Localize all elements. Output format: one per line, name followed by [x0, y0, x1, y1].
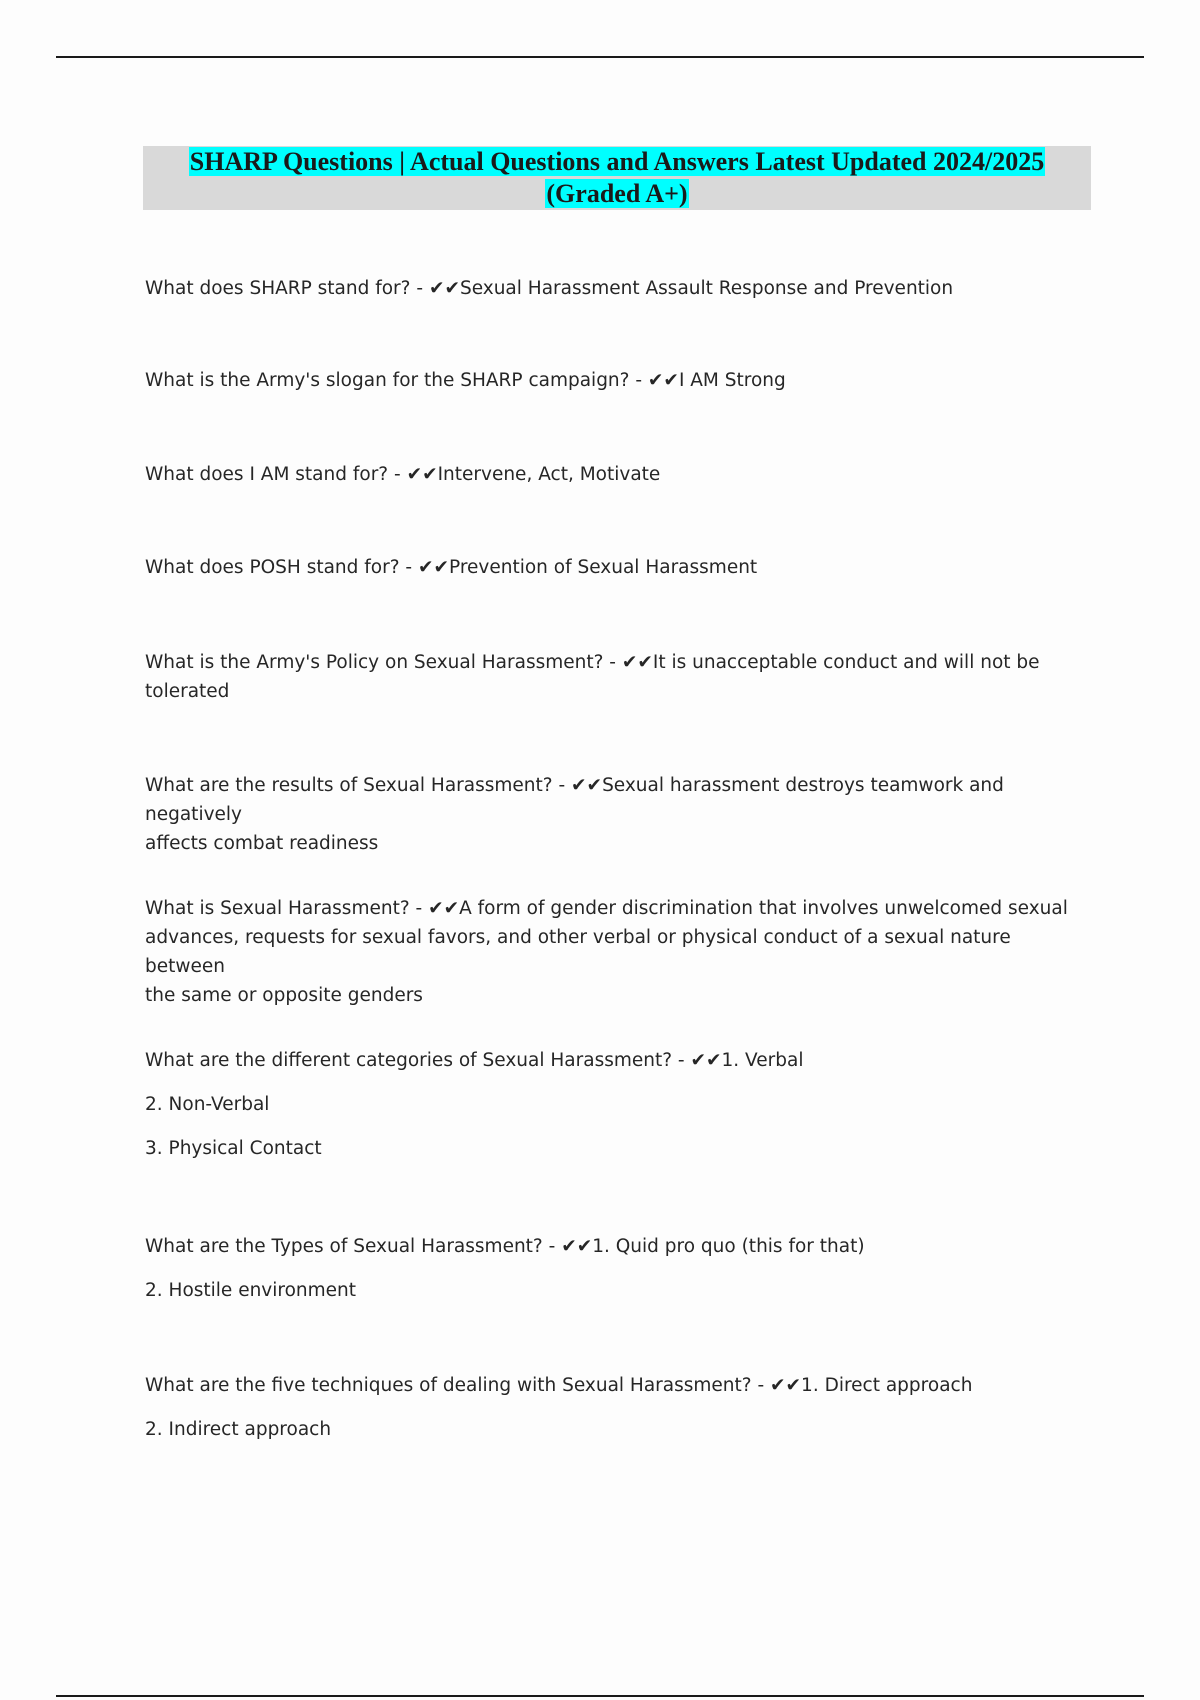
qa-item	[145, 894, 1080, 1010]
list-item: 2. Non-Verbal	[145, 1094, 270, 1115]
answer: Intervene, Act, Motivate	[437, 464, 661, 485]
qa-text	[145, 366, 1080, 395]
qa-text	[145, 274, 1080, 303]
qa-text	[145, 1046, 1080, 1075]
qa-item	[145, 460, 1080, 489]
qa-item	[145, 1232, 1080, 1305]
check-icon: ✔✔	[428, 898, 460, 919]
qa-item	[145, 553, 1080, 582]
check-icon: ✔✔	[417, 557, 449, 578]
check-icon: ✔✔	[561, 1236, 593, 1257]
question: What are the different categories of Sexual Harassment? -	[145, 1050, 691, 1071]
question: What are the Types of Sexual Harassment? -	[145, 1236, 562, 1257]
qa-item	[145, 1371, 1080, 1444]
qa-text	[145, 553, 1080, 582]
check-icon: ✔✔	[428, 278, 460, 299]
qa-text	[145, 648, 1080, 706]
qa-text	[145, 771, 1080, 858]
qa-text	[145, 1371, 1080, 1400]
qa-text	[145, 460, 1080, 489]
qa-text	[145, 1232, 1080, 1261]
list-item: 3. Physical Contact	[145, 1138, 322, 1159]
qa-item	[145, 366, 1080, 395]
check-icon: ✔✔	[647, 370, 679, 391]
qa-item	[145, 1046, 1080, 1163]
answer: 1. Verbal	[721, 1050, 804, 1071]
answer: I AM Strong	[678, 370, 786, 391]
answer: 1. Direct approach	[801, 1375, 973, 1396]
question: What does POSH stand for? -	[145, 557, 418, 578]
answer: A form of gender discrimination that involves unwelcomed sexual advances, requests for sexual favors, and other verbal or physical conduct of a sexual nature between the same or opposite genders	[145, 898, 1068, 1006]
qa-text	[145, 894, 1080, 1010]
bottom-rule	[56, 1695, 1144, 1697]
check-icon: ✔✔	[571, 775, 603, 796]
title-block	[143, 146, 1091, 210]
question: What is the Army's Policy on Sexual Harassment? -	[145, 652, 622, 673]
answer: It is unacceptable conduct and will not be tolerated	[145, 652, 1040, 702]
title-line-2: (Graded A+)	[546, 179, 688, 208]
question: What are the results of Sexual Harassment? -	[145, 775, 572, 796]
qa-item	[145, 648, 1080, 706]
question: What is the Army's slogan for the SHARP campaign? -	[145, 370, 648, 391]
check-icon: ✔✔	[690, 1050, 722, 1071]
qa-item	[145, 771, 1080, 858]
question: What is Sexual Harassment? -	[145, 898, 429, 919]
title-line-1: SHARP Questions | Actual Questions and Answers Latest Updated 2024/2025	[189, 147, 1045, 176]
list-item: 2. Indirect approach	[145, 1419, 332, 1440]
check-icon: ✔✔	[406, 464, 438, 485]
qa-item	[145, 274, 1080, 303]
answer: Sexual Harassment Assault Response and Prevention	[459, 278, 954, 299]
check-icon: ✔✔	[621, 652, 653, 673]
check-icon: ✔✔	[770, 1375, 802, 1396]
answer: 1. Quid pro quo (this for that)	[592, 1236, 865, 1257]
question: What are the five techniques of dealing with Sexual Harassment? -	[145, 1375, 771, 1396]
answer: Prevention of Sexual Harassment	[449, 557, 758, 578]
answer: Sexual harassment destroys teamwork and negatively affects combat readiness	[145, 775, 1004, 854]
question: What does SHARP stand for? -	[145, 278, 429, 299]
question: What does I AM stand for? -	[145, 464, 407, 485]
document-title	[143, 146, 1091, 210]
top-rule	[56, 56, 1144, 58]
list-item: 2. Hostile environment	[145, 1280, 357, 1301]
